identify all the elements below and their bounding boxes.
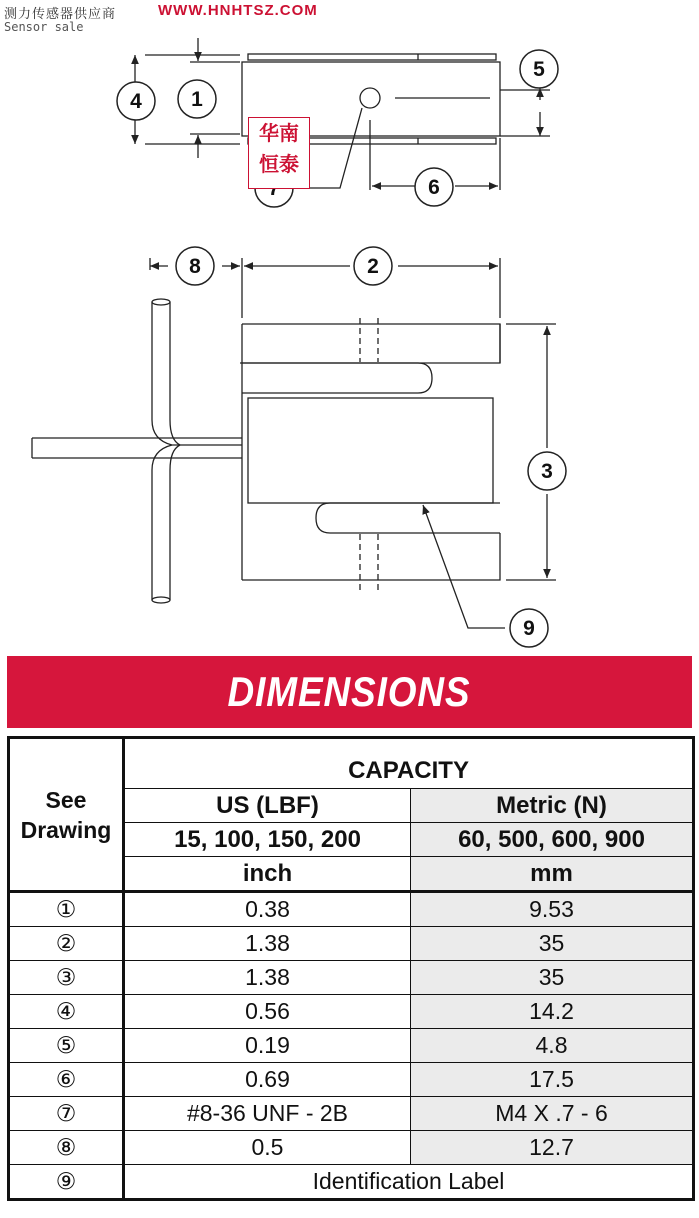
- front-view: [32, 258, 556, 628]
- callout-8-label: 8: [189, 255, 201, 278]
- row-ref: ⑨: [9, 1165, 124, 1200]
- row-ref: ⑦: [9, 1097, 124, 1131]
- row-us-value: 0.19: [124, 1029, 411, 1063]
- row-metric-value: 12.7: [411, 1131, 694, 1165]
- header-subtitle: Sensor sale: [4, 20, 84, 34]
- header-website-link[interactable]: WWW.HNHTSZ.COM: [158, 2, 318, 19]
- metric-capacities: 60, 500, 600, 900: [411, 823, 694, 857]
- row-us-value: 0.56: [124, 995, 411, 1029]
- row-ref: ⑤: [9, 1029, 124, 1063]
- callout-9-label: 9: [523, 617, 535, 640]
- row-us-value: 0.5: [124, 1131, 411, 1165]
- threaded-hole: [360, 88, 380, 108]
- table-row: [9, 1165, 694, 1200]
- dimensions-banner: [7, 656, 692, 728]
- callout-5-label: 5: [533, 58, 545, 81]
- row-ref: ④: [9, 995, 124, 1029]
- row-metric-value: 17.5: [411, 1063, 694, 1097]
- see-label: See: [45, 786, 87, 813]
- header-chinese-text: 测力传感器供应商: [4, 7, 117, 22]
- banner-title: DIMENSIONS: [228, 668, 471, 715]
- table-row: [9, 961, 694, 995]
- metric-header: Metric (N): [411, 789, 694, 823]
- table-row: [9, 1097, 694, 1131]
- table-row: [9, 892, 694, 927]
- company-stamp: [248, 117, 310, 189]
- row-ref: ⑧: [9, 1131, 124, 1165]
- row-metric-value: 4.8: [411, 1029, 694, 1063]
- row-us-value: 1.38: [124, 927, 411, 961]
- row-ref: ③: [9, 961, 124, 995]
- row-metric-value: 35: [411, 961, 694, 995]
- table-row: [9, 1131, 694, 1165]
- row-ref: ①: [9, 892, 124, 927]
- row-metric-value: M4 X .7 - 6: [411, 1097, 694, 1131]
- row-ref: ②: [9, 927, 124, 961]
- us-capacities: 15, 100, 150, 200: [124, 823, 411, 857]
- capacity-header: CAPACITY: [124, 738, 694, 789]
- row-us-value: #8-36 UNF - 2B: [124, 1097, 411, 1131]
- identification-label-area: [248, 398, 493, 503]
- row-us-value: 0.69: [124, 1063, 411, 1097]
- metric-unit: mm: [411, 857, 694, 892]
- callout-4-label: 4: [130, 90, 142, 113]
- row-metric-value: 35: [411, 927, 694, 961]
- row-metric-value: 9.53: [411, 892, 694, 927]
- callout-6-label: 6: [428, 176, 440, 199]
- callout-1-label: 1: [191, 88, 203, 111]
- dimensions-table: [7, 736, 695, 1201]
- table-row: [9, 1029, 694, 1063]
- table-row: [9, 995, 694, 1029]
- row-metric-value: 14.2: [411, 995, 694, 1029]
- callout-2-label: 2: [367, 255, 379, 278]
- row-ref: ⑥: [9, 1063, 124, 1097]
- stamp-line-2: 恒泰: [259, 152, 299, 176]
- table-row: [9, 927, 694, 961]
- stamp-line-1: 华南: [259, 121, 299, 145]
- identification-label-cell: Identification Label: [124, 1165, 694, 1200]
- us-unit: inch: [124, 857, 411, 892]
- row-us-value: 1.38: [124, 961, 411, 995]
- us-header: US (LBF): [124, 789, 411, 823]
- table-row: [9, 1063, 694, 1097]
- drawing-label: Drawing: [20, 816, 112, 843]
- row-us-value: 0.38: [124, 892, 411, 927]
- callout-3-label: 3: [541, 460, 553, 483]
- see-drawing-header: [9, 738, 124, 892]
